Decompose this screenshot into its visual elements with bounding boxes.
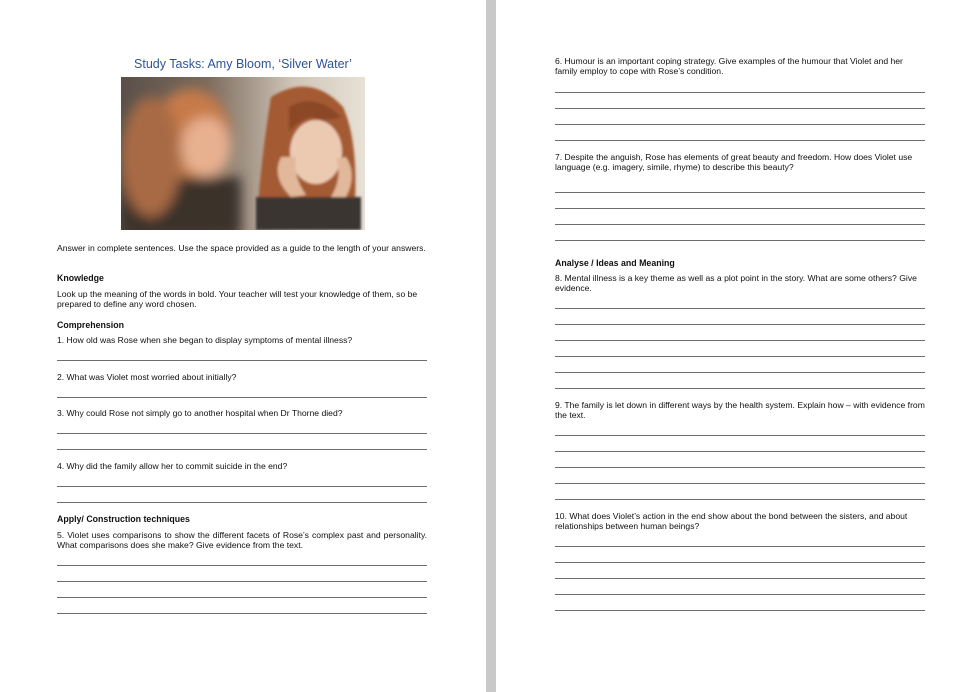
answer-line[interactable] bbox=[555, 92, 925, 93]
answer-line[interactable] bbox=[555, 594, 925, 595]
answer-line[interactable] bbox=[555, 140, 925, 141]
answer-line[interactable] bbox=[555, 610, 925, 611]
answer-line[interactable] bbox=[57, 613, 427, 614]
question-4: 4. Why did the family allow her to commit suicide in the end? bbox=[57, 461, 288, 471]
answer-line[interactable] bbox=[57, 486, 427, 487]
answer-line[interactable] bbox=[555, 388, 925, 389]
answer-line[interactable] bbox=[57, 433, 427, 434]
answer-line[interactable] bbox=[555, 546, 925, 547]
question-9: 9. The family is let down in different ways by the health system. Explain how – with evidence from the text. bbox=[555, 400, 925, 420]
question-1: 1. How old was Rose when she began to display symptoms of mental illness? bbox=[57, 335, 353, 345]
analyse-heading: Analyse / Ideas and Meaning bbox=[555, 258, 675, 268]
answer-line[interactable] bbox=[555, 499, 925, 500]
question-10: 10. What does Violet’s action in the end show about the bond between the sisters, and about relationships between human beings? bbox=[555, 511, 908, 531]
question-2: 2. What was Violet most worried about initially? bbox=[57, 372, 237, 382]
answer-line[interactable] bbox=[555, 483, 925, 484]
answer-line[interactable] bbox=[57, 449, 427, 450]
answer-line[interactable] bbox=[555, 356, 925, 357]
answer-line[interactable] bbox=[555, 208, 925, 209]
answer-line[interactable] bbox=[555, 372, 925, 373]
answer-line[interactable] bbox=[57, 502, 427, 503]
answer-line[interactable] bbox=[555, 308, 925, 309]
answer-line[interactable] bbox=[555, 240, 925, 241]
answer-line[interactable] bbox=[57, 565, 427, 566]
apply-heading: Apply/ Construction techniques bbox=[57, 514, 190, 524]
answer-line[interactable] bbox=[555, 108, 925, 109]
answer-line[interactable] bbox=[555, 340, 925, 341]
page-title: Study Tasks: Amy Bloom, ‘Silver Water’ bbox=[134, 57, 352, 71]
answer-line[interactable] bbox=[57, 360, 427, 361]
answer-line[interactable] bbox=[555, 324, 925, 325]
knowledge-text: Look up the meaning of the words in bold. Your teacher will test your knowledge of them, so be prepared to define any word chosen. bbox=[57, 289, 418, 309]
answer-line[interactable] bbox=[555, 562, 925, 563]
answer-line[interactable] bbox=[57, 581, 427, 582]
comprehension-heading: Comprehension bbox=[57, 320, 124, 330]
question-7: 7. Despite the anguish, Rose has elements of great beauty and freedom. How does Violet use language (e.g. imagery, simile, rhyme) to describe this beauty? bbox=[555, 152, 913, 172]
answer-line[interactable] bbox=[555, 451, 925, 452]
answer-line[interactable] bbox=[555, 124, 925, 125]
answer-line[interactable] bbox=[555, 224, 925, 225]
document-page-left bbox=[0, 0, 486, 692]
document-page-right bbox=[496, 0, 980, 692]
answer-line[interactable] bbox=[57, 397, 427, 398]
photo-woman-distress bbox=[121, 77, 365, 230]
illustration-image bbox=[121, 77, 365, 230]
answer-line[interactable] bbox=[555, 192, 925, 193]
answer-line[interactable] bbox=[555, 467, 925, 468]
question-5: 5. Violet uses comparisons to show the different facets of Rose’s complex past and personality. What comparisons does she make? Give evidence from the text. bbox=[57, 530, 427, 550]
answer-line[interactable] bbox=[555, 435, 925, 436]
question-6: 6. Humour is an important coping strategy. Give examples of the humour that Violet and her family employ to cope with Rose’s condition. bbox=[555, 56, 903, 76]
knowledge-heading: Knowledge bbox=[57, 273, 104, 283]
instructions-text: Answer in complete sentences. Use the space provided as a guide to the length of your answers. bbox=[57, 243, 426, 253]
answer-line[interactable] bbox=[555, 578, 925, 579]
question-8: 8. Mental illness is a key theme as well as a plot point in the story. What are some others? Give evidence. bbox=[555, 273, 917, 293]
answer-line[interactable] bbox=[57, 597, 427, 598]
question-3: 3. Why could Rose not simply go to another hospital when Dr Thorne died? bbox=[57, 408, 343, 418]
